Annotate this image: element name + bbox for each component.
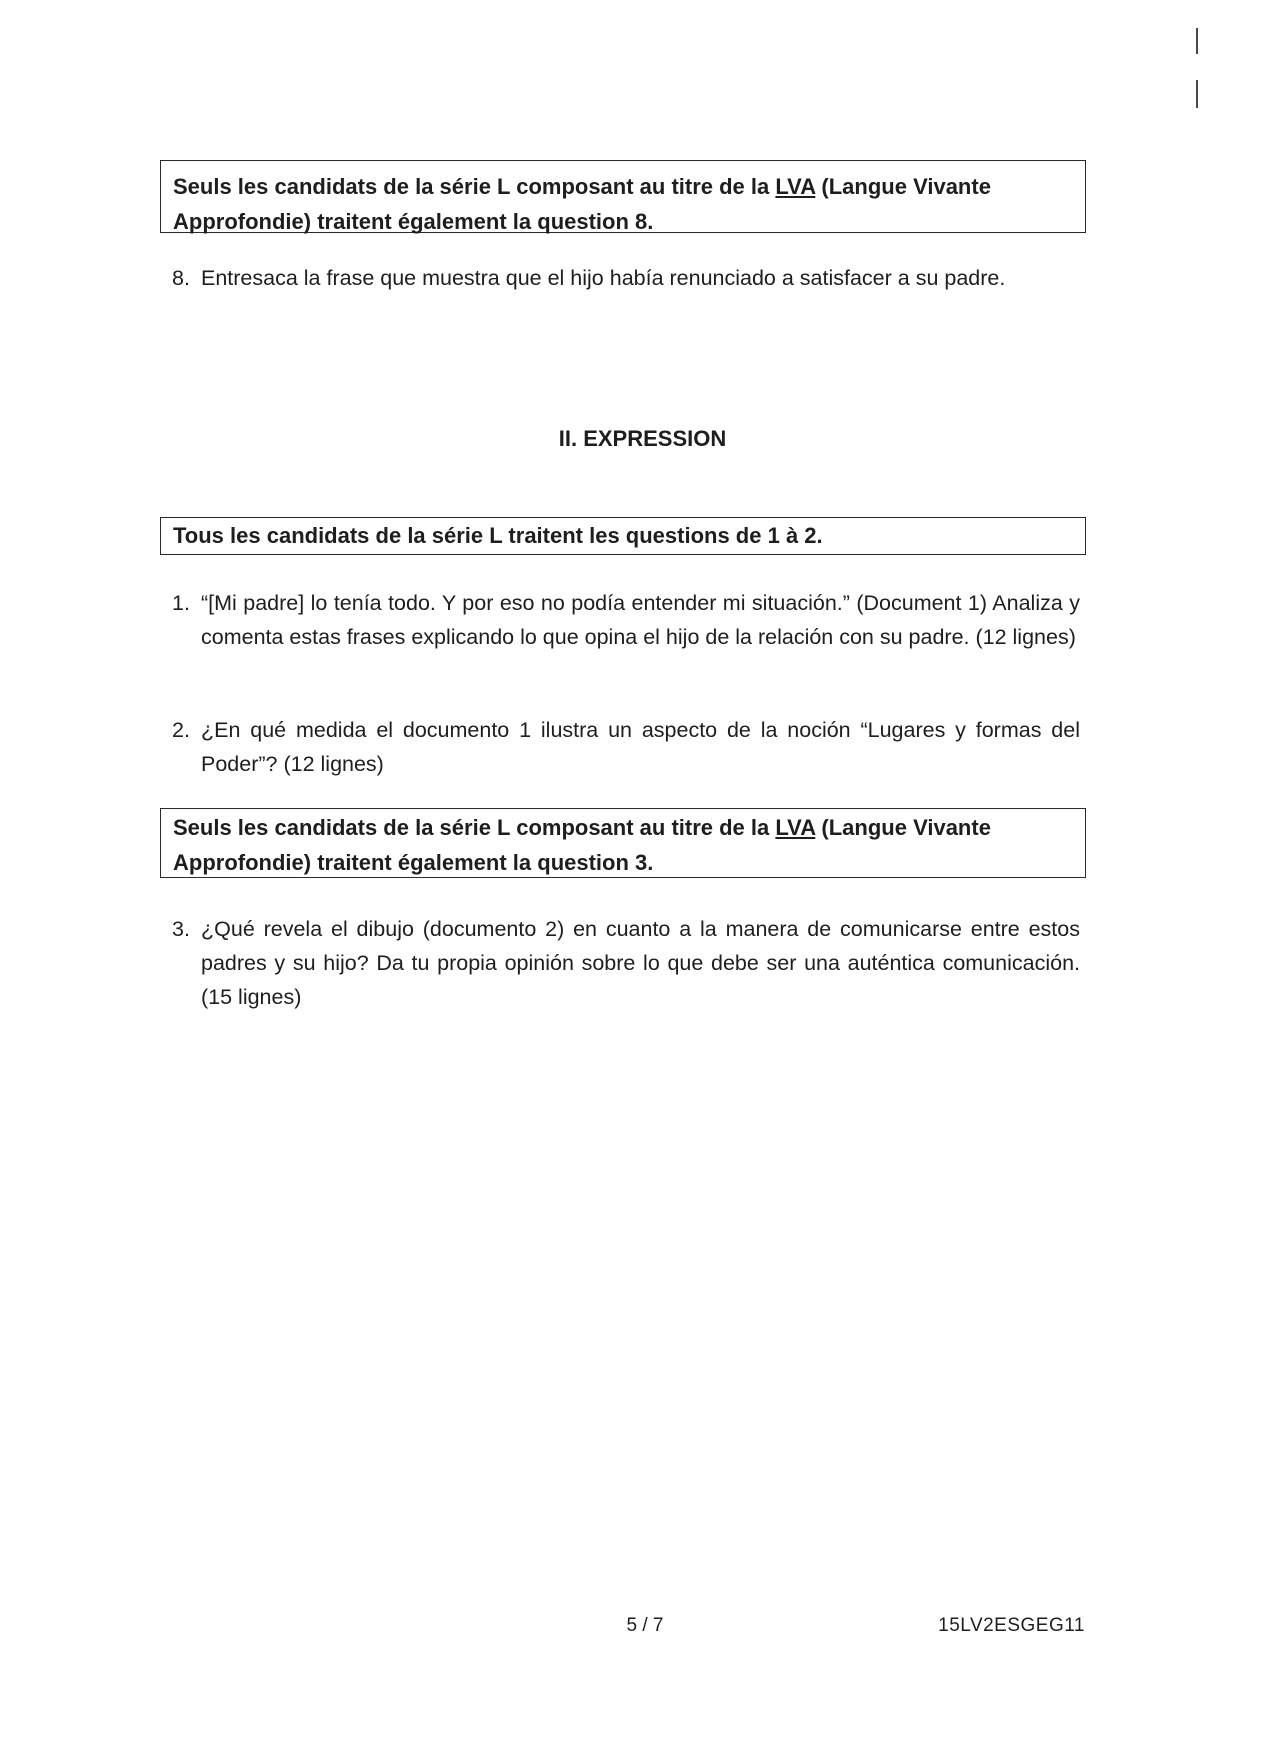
lva-abbr: LVA (775, 815, 816, 840)
question-8 (172, 261, 1080, 295)
question-text: Entresaca la frase que muestra que el hijo había renunciado a satisfacer a su padre. (201, 266, 1006, 290)
all-candidates-notice-box (160, 517, 1086, 555)
lva-notice-box-q3 (160, 808, 1086, 878)
all-candidates-notice-text: Tous les candidats de la série L traitent les questions de 1 à 2. (173, 523, 823, 548)
exam-code: 15LV2ESGEG11 (938, 1615, 1085, 1636)
question-number: 1. (172, 591, 190, 615)
section-heading: II. EXPRESSION (558, 426, 727, 451)
lva-notice-box-q8 (160, 160, 1086, 233)
question-3 (172, 912, 1080, 1014)
question-number: 2. (172, 718, 190, 742)
scan-edge-mark-bottom (1196, 80, 1198, 108)
lva-notice-line2: Approfondie) traitent également la question 8. (173, 209, 654, 234)
question-text: ¿Qué revela el dibujo (documento 2) en cuanto a la manera de comunicarse entre estos padres y su hijo? Da tu propia opinión sobre lo que debe ser una auténtica comunicación. (15 lignes) (201, 917, 1080, 1009)
lva-notice-text-after: (Langue Vivante (815, 815, 991, 840)
lva-abbr: LVA (775, 174, 816, 199)
question-text: ¿En qué medida el documento 1 ilustra un aspecto de la noción “Lugares y formas del Poder”? (12 lignes) (201, 718, 1080, 776)
question-number: 8. (172, 266, 190, 290)
page-number: 5 / 7 (626, 1615, 664, 1636)
question-text: “[Mi padre] lo tenía todo. Y por eso no podía entender mi situación.” (Document 1) Analiza y comenta estas frases explicando lo que opina el hijo de la relación con su padre. (12 lignes) (201, 591, 1080, 649)
lva-notice-text-before: Seuls les candidats de la série L composant au titre de la (173, 815, 776, 840)
lva-notice-text-before: Seuls les candidats de la série L composant au titre de la (173, 174, 776, 199)
question-1 (172, 586, 1080, 654)
lva-notice-text-after: (Langue Vivante (815, 174, 991, 199)
lva-notice-line2: Approfondie) traitent également la question 3. (173, 850, 654, 875)
scan-edge-mark-top (1196, 28, 1198, 54)
question-2 (172, 713, 1080, 781)
question-number: 3. (172, 917, 190, 941)
